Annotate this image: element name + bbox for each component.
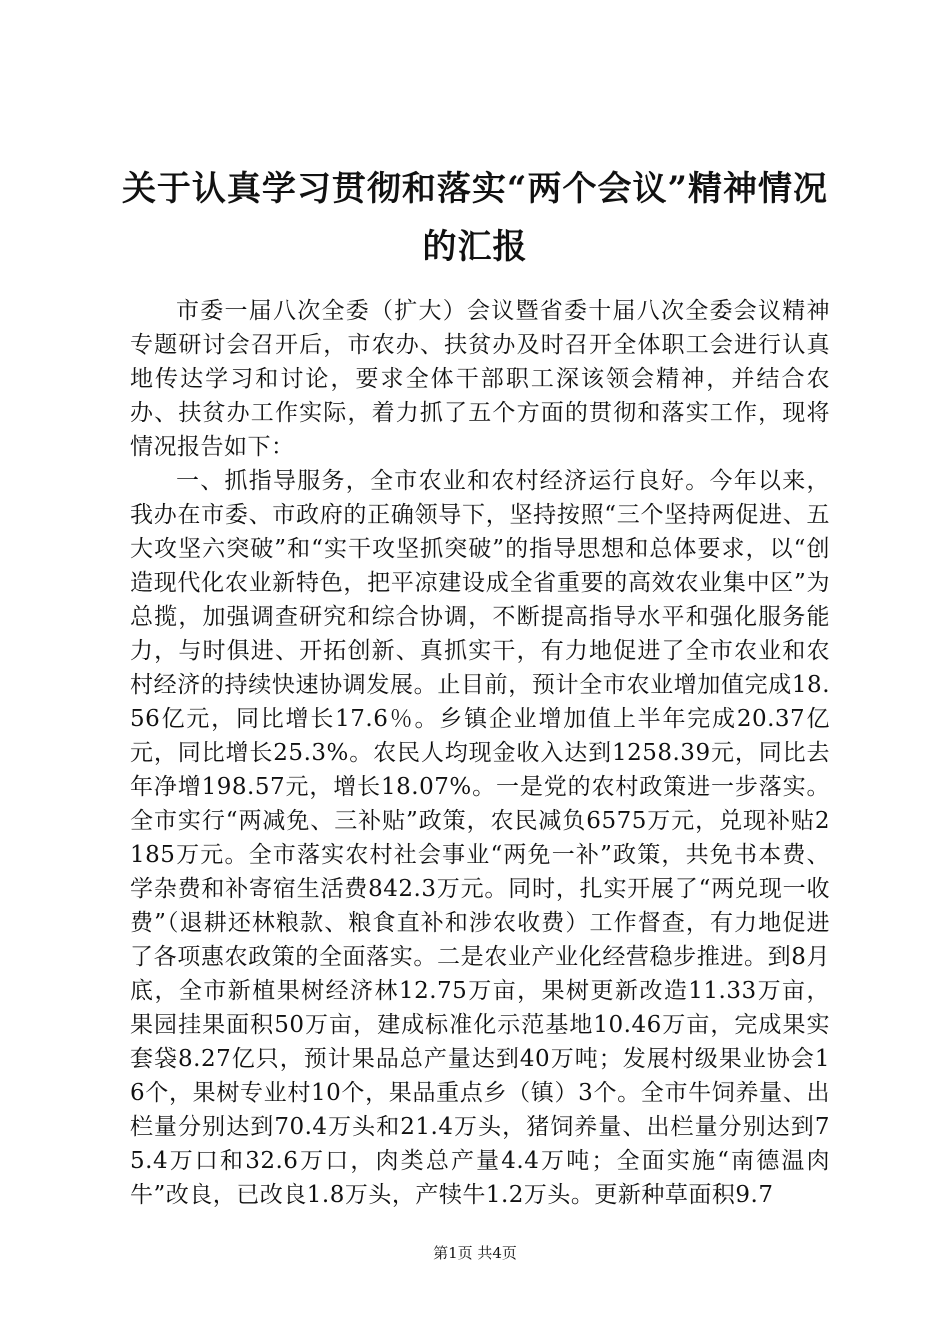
body-paragraph: 市委一届八次全委（扩大）会议暨省委十届八次全委会议精神专题研讨会召开后，市农办、扶贫办及时召开全体职工会进行认真地传达学习和讨论，要求全体干部职工深该领会精神，并结合农办、扶贫办工作实际，着力抓了五个方面的贯彻和落实工作，现将情况报告如下： (130, 298, 830, 460)
page-number-footer: 第1页 共4页 (433, 1244, 517, 1262)
document-title: 关于认真学习贯彻和落实“两个会议”精神情况的汇报 (121, 169, 829, 267)
body-paragraph: 一、抓指导服务，全市农业和农村经济运行良好。今年以来，我办在市委、市政府的正确领导下，坚持按照“三个坚持两促进、五大攻坚六突破”和“实干攻坚抓突破”的指导思想和总体要求，以“创造现代化农业新特色，把平凉建设成全省重要的高效农业集中区”为总揽，加强调查研究和综合协调，不断提高指导水平和强化服务能力，与时俱进、开拓创新、真抓实干，有力地促进了全市农业和农村经济的持续快速协调发展。止目前，预计全市农业增加值完成18.56亿元，同比增长17.6％。乡镇企业增加值上半年完成20.37亿元，同比增长25.3%。农民人均现金收入达到1258.39元，同比去年净增198.57元，增长18.07%。一是党的农村政策进一步落实。全市实行“两减免、三补贴”政策，农民减负6575万元，兑现补贴2185万元。全市落实农村社会事业“两免一补”政策，共免书本费、学杂费和补寄宿生活费842.3万元。同时，扎实开展了“两兑现一收费”（退耕还林粮款、粮食直补和涉农收费）工作督查，有力地促进了各项惠农政策的全面落实。二是农业产业化经营稳步推进。到8月底，全市新植果树经济林12.75万亩，果树更新改造11.33万亩，果园挂果面积50万亩，建成标准化示范基地10.46万亩，完成果实套袋8.27亿只，预计果品总产量达到40万吨；发展村级果业协会16个，果树专业村10个，果品重点乡（镇）3个。全市牛饲养量、出栏量分别达到70.4万头和21.4万头，猪饲养量、出栏量分别达到75.4万口和32.6万口，肉类总产量4.4万吨；全面实施“南德温肉牛”改良，已改良1.8万头，产犊牛1.2万头。更新种草面积9.7 (130, 468, 830, 1208)
document-body (130, 294, 830, 1212)
